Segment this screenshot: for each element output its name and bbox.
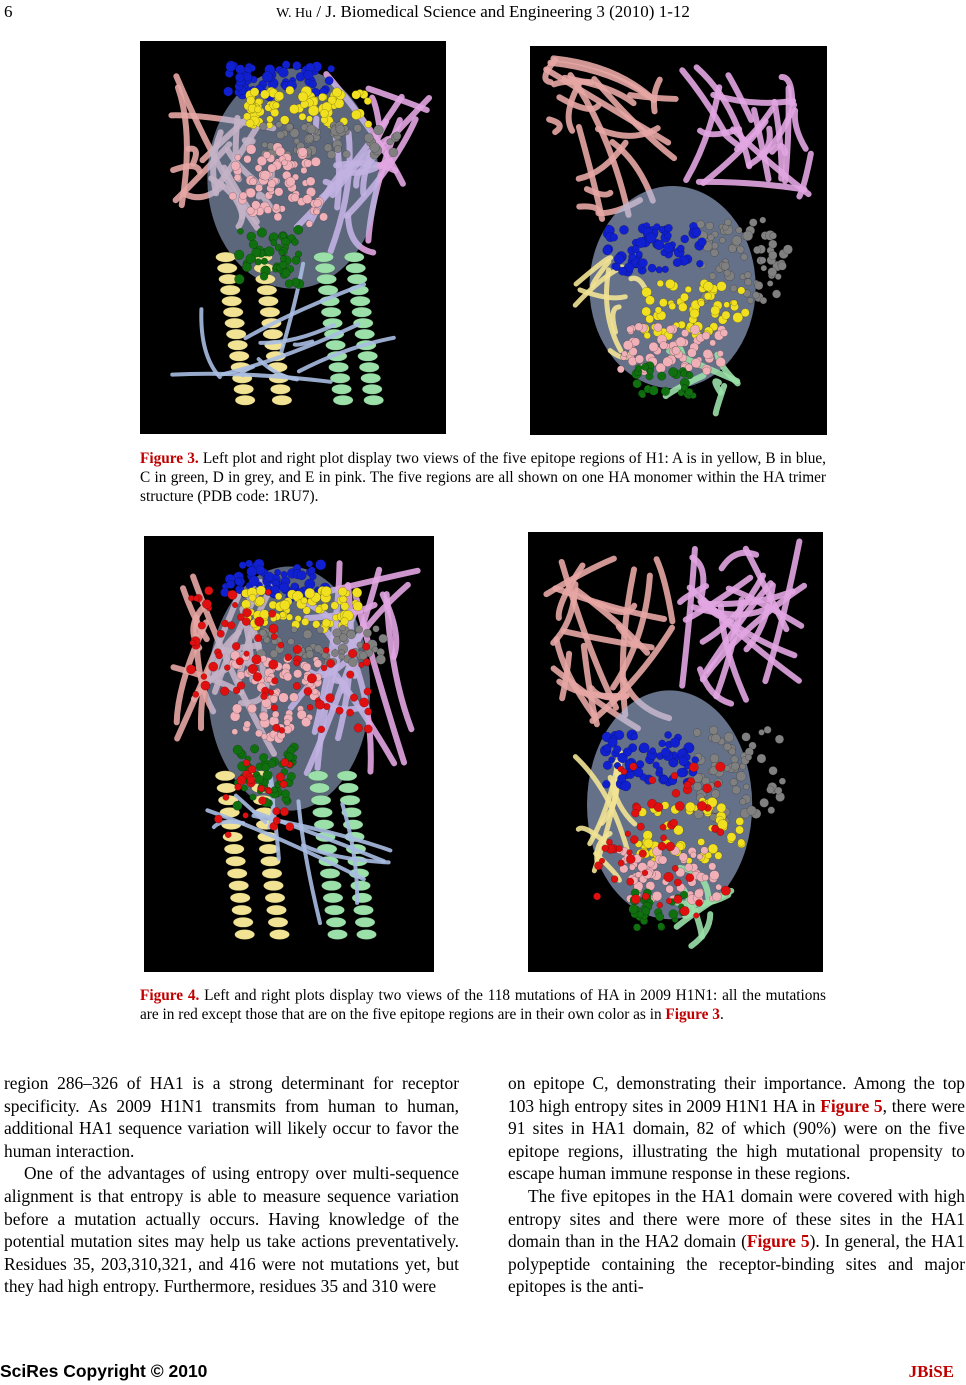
figure3-right-panel — [530, 46, 827, 435]
right-paragraph-2 — [508, 1185, 965, 1298]
right-paragraph-2-text: The five epitopes in the HA1 domain were covered with high entropy sites and there were more of these sites in the HA1 domain than in the HA2 domain ( — [508, 1185, 965, 1252]
right-paragraph-1-text: on epitope C, demonstrating their importance. Among the top 103 high entropy sites in 2009 H1N1 HA in — [508, 1073, 965, 1116]
figure4-caption-text: Left and right plots display two views of the 118 mutations of HA in 2009 H1N1: all the mutations are in red except those that are on the five epitope regions are in their own color as in — [140, 987, 826, 1023]
author-name: W. Hu — [276, 6, 313, 21]
right-column — [508, 1072, 965, 1298]
right-paragraph-2-text-end: ). In general, the HA1 polypeptide containing the receptor-binding sites and major epitopes is the anti- — [508, 1231, 965, 1297]
figure4-label: Figure 4. — [140, 987, 200, 1004]
right-paragraph-1-text-end: , there were 91 sites in HA1 domain, 82 of which (90%) were on the five epitope regions, illustrating the high mutational propensity to escape human immune response in these regions. — [508, 1095, 965, 1184]
left-column — [4, 1072, 459, 1298]
figure4-left-image — [144, 536, 434, 972]
figure3-reference-link[interactable]: Figure 3 — [665, 1006, 720, 1023]
journal-title: / J. Biomedical Science and Engineering 3 (2010) 1-12 — [312, 2, 690, 21]
journal-citation — [0, 2, 966, 22]
running-header — [0, 2, 966, 24]
figure5-reference-link[interactable]: Figure 5 — [820, 1095, 883, 1116]
figure3-left-panel — [140, 41, 446, 434]
figure3-caption — [140, 449, 826, 506]
figure4-left-panel — [144, 536, 434, 972]
copyright-notice: SciRes Copyright © 2010 — [0, 1361, 208, 1381]
figure4-right-panel — [528, 532, 823, 972]
figure4-right-image — [528, 532, 823, 972]
left-paragraph-1: region 286–326 of HA1 is a strong determinant for receptor specificity. As 2009 H1N1 transmits from human to human, additional HA1 sequence variation will likely occur to favor the human interaction. — [4, 1073, 459, 1161]
figure3-left-image — [140, 41, 446, 434]
figure4-caption — [140, 986, 826, 1024]
right-paragraph-1 — [508, 1072, 965, 1185]
figure3-label: Figure 3. — [140, 450, 199, 467]
figure5-reference-link-2[interactable]: Figure 5 — [746, 1231, 810, 1252]
figure4-caption-end: . — [719, 1006, 724, 1023]
figure3-right-image — [530, 46, 827, 435]
figure3-caption-text: Left plot and right plot display two views of the five epitope regions of H1: A is in yellow, B in blue, C in green, D in grey, and E in pink. The five regions are all shown on one HA monomer within the HA trimer structure (PDB code: 1RU7). — [140, 450, 826, 505]
journal-abbreviation: JBiSE — [908, 1362, 954, 1381]
page-number: 6 — [4, 2, 13, 21]
left-paragraph-2: One of the advantages of using entropy over multi-sequence alignment is that entropy is able to measure sequence variation before a mutation actually occurs. Having knowledge of the potential mutation sites may help us take actions preventatively. Residues 35, 203,310,321, and 416 were not mutations yet, but they had high entropy. Furthermore, residues 35 and 310 were — [4, 1163, 459, 1297]
